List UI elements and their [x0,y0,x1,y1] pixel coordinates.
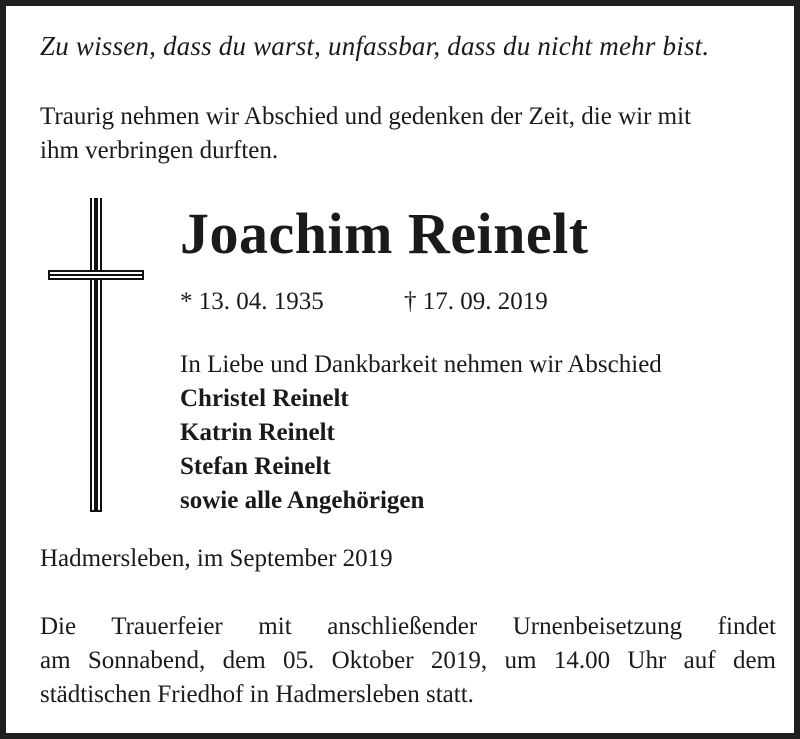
motto-quote: Zu wissen, dass du warst, unfassbar, dass du nicht mehr bist. [40,31,710,61]
ceremony-line-3: städtischen Friedhof in Hadmersleben statt. [40,681,474,708]
ceremony-line-1: Die Trauerfeier mit anschließender Urnenbeisetzung findet [40,613,776,640]
ceremony-info [40,610,776,712]
intro-line-2: ihm verbringen durften. [40,137,279,164]
deceased-name: Joachim Reinelt [180,201,589,266]
mourners-block [180,348,780,518]
mourner-name: Christel Reinelt [180,385,349,412]
intro-text [40,100,776,168]
death-date: † 17. 09. 2019 [404,288,548,315]
ceremony-line-2: am Sonnabend, dem 05. Oktober 2019, um 14.00 Uhr auf dem [40,647,776,674]
cross-vertical-beam [90,198,102,512]
birth-date: * 13. 04. 1935 [180,288,324,315]
intro-line-1: Traurig nehmen wir Abschied und gedenken der Zeit, die wir mit [40,103,692,130]
place-date: Hadmersleben, im September 2019 [40,545,393,572]
mourner-name: Stefan Reinelt [180,453,331,480]
mourner-name: Katrin Reinelt [180,419,335,446]
mourner-relatives: sowie alle Angehörigen [180,487,425,514]
cross-horizontal-beam [48,270,144,280]
mourners-lead: In Liebe und Dankbarkeit nehmen wir Abschied [180,351,662,378]
cross-icon [48,198,144,512]
